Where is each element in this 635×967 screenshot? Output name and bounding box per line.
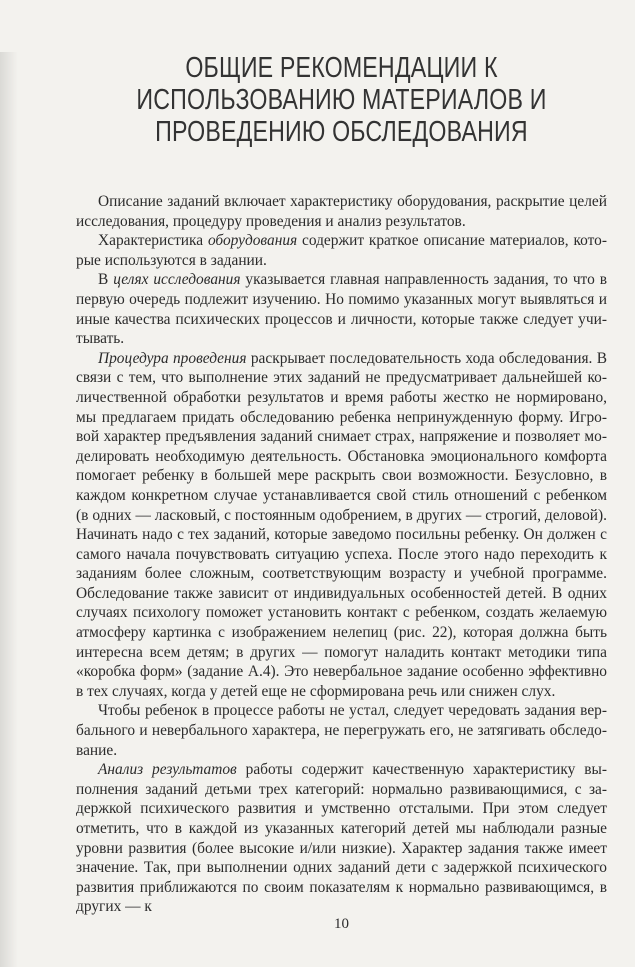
term-results-analysis: Анализ результатов <box>98 761 237 779</box>
title-line-3: ПРОВЕДЕНИЮ ОБСЛЕДОВАНИЯ <box>155 116 528 148</box>
paragraph-1: Описание заданий включает характеристику оборудования, раскрытие целей исследования, процедуру проведения и анализ результатов. <box>76 193 607 230</box>
paragraph-2: Характеристика оборудования содержит краткое описание материалов, которые используются в задании. <box>76 232 607 269</box>
term-equipment: оборудования <box>207 232 298 250</box>
title-line-1: ОБЩИЕ РЕКОМЕНДАЦИИ К <box>185 52 498 84</box>
paragraph-6: Анализ результатов работы содержит качественную характеристику выполнения заданий детьми трех категорий: нормально развивающимися, с задержкой психического развития и умственно отсталыми. При этом следует отметить, что в каждой из указанных категорий детей мы наблюдали разные уровни развития (более высокие и/или низкие). Характер задания также имеет значение. Так, при выполнении одних заданий дети с задержкой психического развития приближаются по своим показателям к нормально развивающимся, в других — к <box>76 761 607 916</box>
page-number: 10 <box>334 916 349 932</box>
paragraph-3: В целях исследования указывается главная направленность задания, то что в первую очередь подлежит изучению. Но помимо указанных могут выявляться и иные качества психических процессов и личности, которые также следует учитывать. <box>76 271 607 348</box>
binding-shadow <box>0 52 18 967</box>
document-page <box>0 52 635 967</box>
page-title <box>129 52 554 148</box>
term-procedure: Процедура проведения <box>98 349 247 367</box>
paragraph-4: Процедура проведения раскрывает последовательность хода обследования. В связи с тем, что выполнение этих заданий не предусматривает дальнейшей количественной обработки результатов и время работы жестко не нормировано, мы предлагаем придать обследованию ребенка непринужденную форму. Игровой характер предъявления заданий снимает страх, напряжение и позволяет моделировать необходимую деятельность. Обстановка эмоционального комфорта помогает ребенку в большей мере раскрыть свои возможности. Безусловно, в каждом конкретном случае устанавливается свой стиль отношений с ребенком (в одних — ласковый, с постоянным одобрением, в других — строгий, деловой). Начинать надо с тех заданий, которые заведомо посильны ребенку. Он должен с самого начала почувствовать ситуацию успеха. После этого надо переходить к заданиям более сложным, соответствующим возрасту и учебной программе. Обследование также зависит от индивидуальных особенностей детей. В одних случаях психологу поможет установить контакт с ребенком, создать желаемую атмосферу картинка с изображением нелепиц (рис. 22), которая должна быть интересна всем детям; в других — помогут наладить контакт методики типа «коробка форм» (задание А.4). Это невербальное задание особенно эффективно в тех случаях, когда у детей еще не сформирована речь или снижен слух. <box>76 349 607 700</box>
term-research-goals: целях исследования <box>113 271 241 289</box>
body-text <box>76 192 607 917</box>
title-line-2: ИСПОЛЬЗОВАНИЮ МАТЕРИАЛОВ И <box>136 84 547 116</box>
paragraph-5: Чтобы ребенок в процессе работы не устал, следует чередовать задания вербального и невербального характера, не перегружать его, не затягивать обследование. <box>76 702 607 759</box>
